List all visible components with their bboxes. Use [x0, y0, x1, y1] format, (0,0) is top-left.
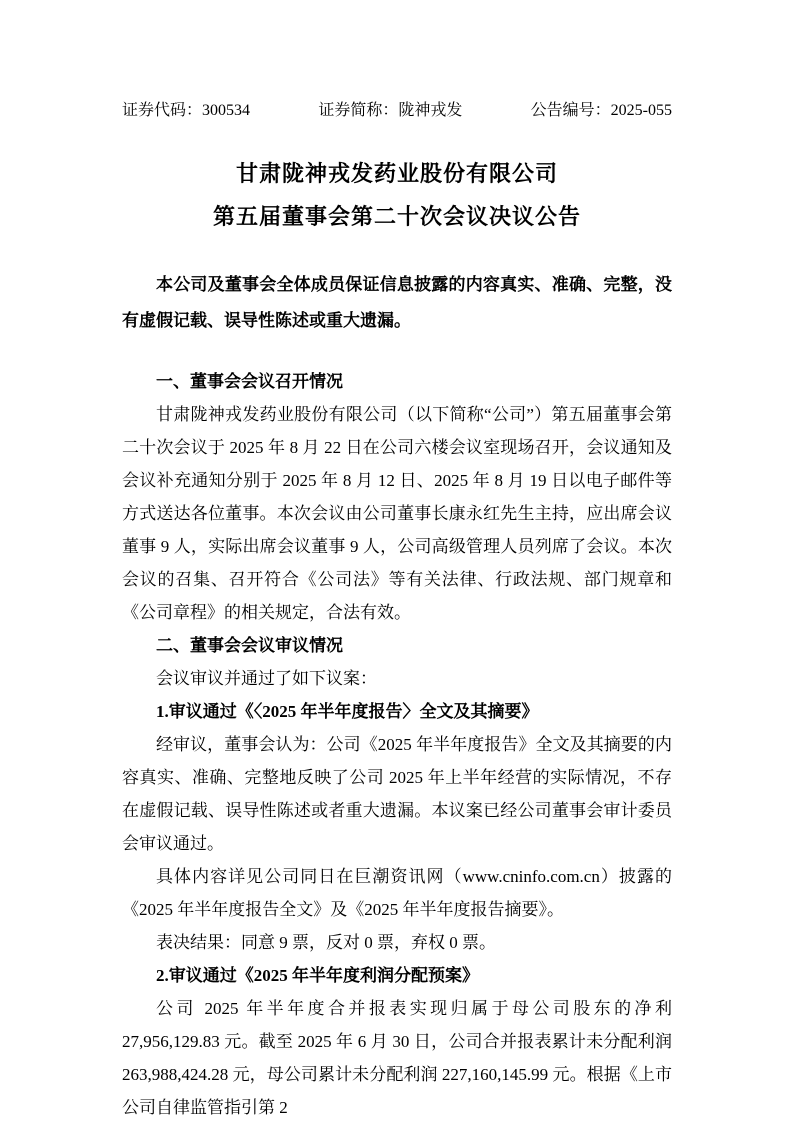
section-review-intro: 会议审议并通过了如下议案：	[156, 669, 377, 688]
document-body	[122, 365, 672, 1122]
company-title: 甘肃陇神戎发药业股份有限公司	[235, 161, 558, 186]
proposal-2-heading: 2.审议通过《2025 年半年度利润分配预案》	[156, 966, 479, 985]
announcement-title: 第五届董事会第二十次会议决议公告	[212, 204, 581, 229]
disclaimer-paragraph: 本公司及董事会全体成员保证信息披露的内容真实、准确、完整，没有虚假记载、误导性陈述或重大遗漏。	[122, 275, 672, 330]
document-header	[122, 100, 672, 122]
section-review-heading: 二、董事会会议审议情况	[156, 636, 343, 655]
proposal-1-heading: 1.审议通过《〈2025 年半年度报告〉全文及其摘要》	[156, 702, 539, 721]
proposal-1-paragraph-2: 具体内容详见公司同日在巨潮资讯网（www.cninfo.com.cn）披露的《2025 年半年度报告全文》及《2025 年半年度报告摘要》。	[122, 867, 672, 919]
proposal-1-vote-result: 表决结果：同意 9 票，反对 0 票，弃权 0 票。	[156, 933, 496, 952]
stock-code-label: 证券代码：300534	[122, 102, 251, 119]
stock-name-label: 证券简称：陇神戎发	[318, 102, 463, 119]
section-meeting-paragraph: 甘肃陇神戎发药业股份有限公司（以下简称“公司”）第五届董事会第二十次会议于 2025 年 8 月 22 日在公司六楼会议室现场召开，会议通知及会议补充通知分别于 2025 年 8 月 12 日、2025 年 8 月 19 日以电子邮件等方式送达各位董事。本次会议由公司董事长康永红先生主持，应出席会议董事 9 人，实际出席会议董事 9 人，公司高级管理人员列席了会议。本次会议的召集、召开符合《公司法》等有关法律、行政法规、部门规章和《公司章程》的相关规定，合法有效。	[122, 405, 672, 622]
notice-number-label: 公告编号：2025-055	[530, 102, 672, 119]
proposal-1-paragraph-1: 经审议，董事会认为：公司《2025 年半年度报告》全文及其摘要的内容真实、准确、完整地反映了公司 2025 年上半年经营的实际情况，不存在虚假记载、误导性陈述或者重大遗漏。本议案已经公司董事会审计委员会审议通过。	[122, 735, 672, 853]
section-meeting-heading: 一、董事会会议召开情况	[156, 372, 343, 391]
proposal-2-paragraph-1: 公司 2025 年半年度合并报表实现归属于母公司股东的净利 27,956,129.83 元。截至 2025 年 6 月 30 日，公司合并报表累计未分配利润 263,988,424.28 元，母公司累计未分配利润 227,160,145.99 元。根据《上市公司自律监管指引第 2	[122, 999, 672, 1117]
